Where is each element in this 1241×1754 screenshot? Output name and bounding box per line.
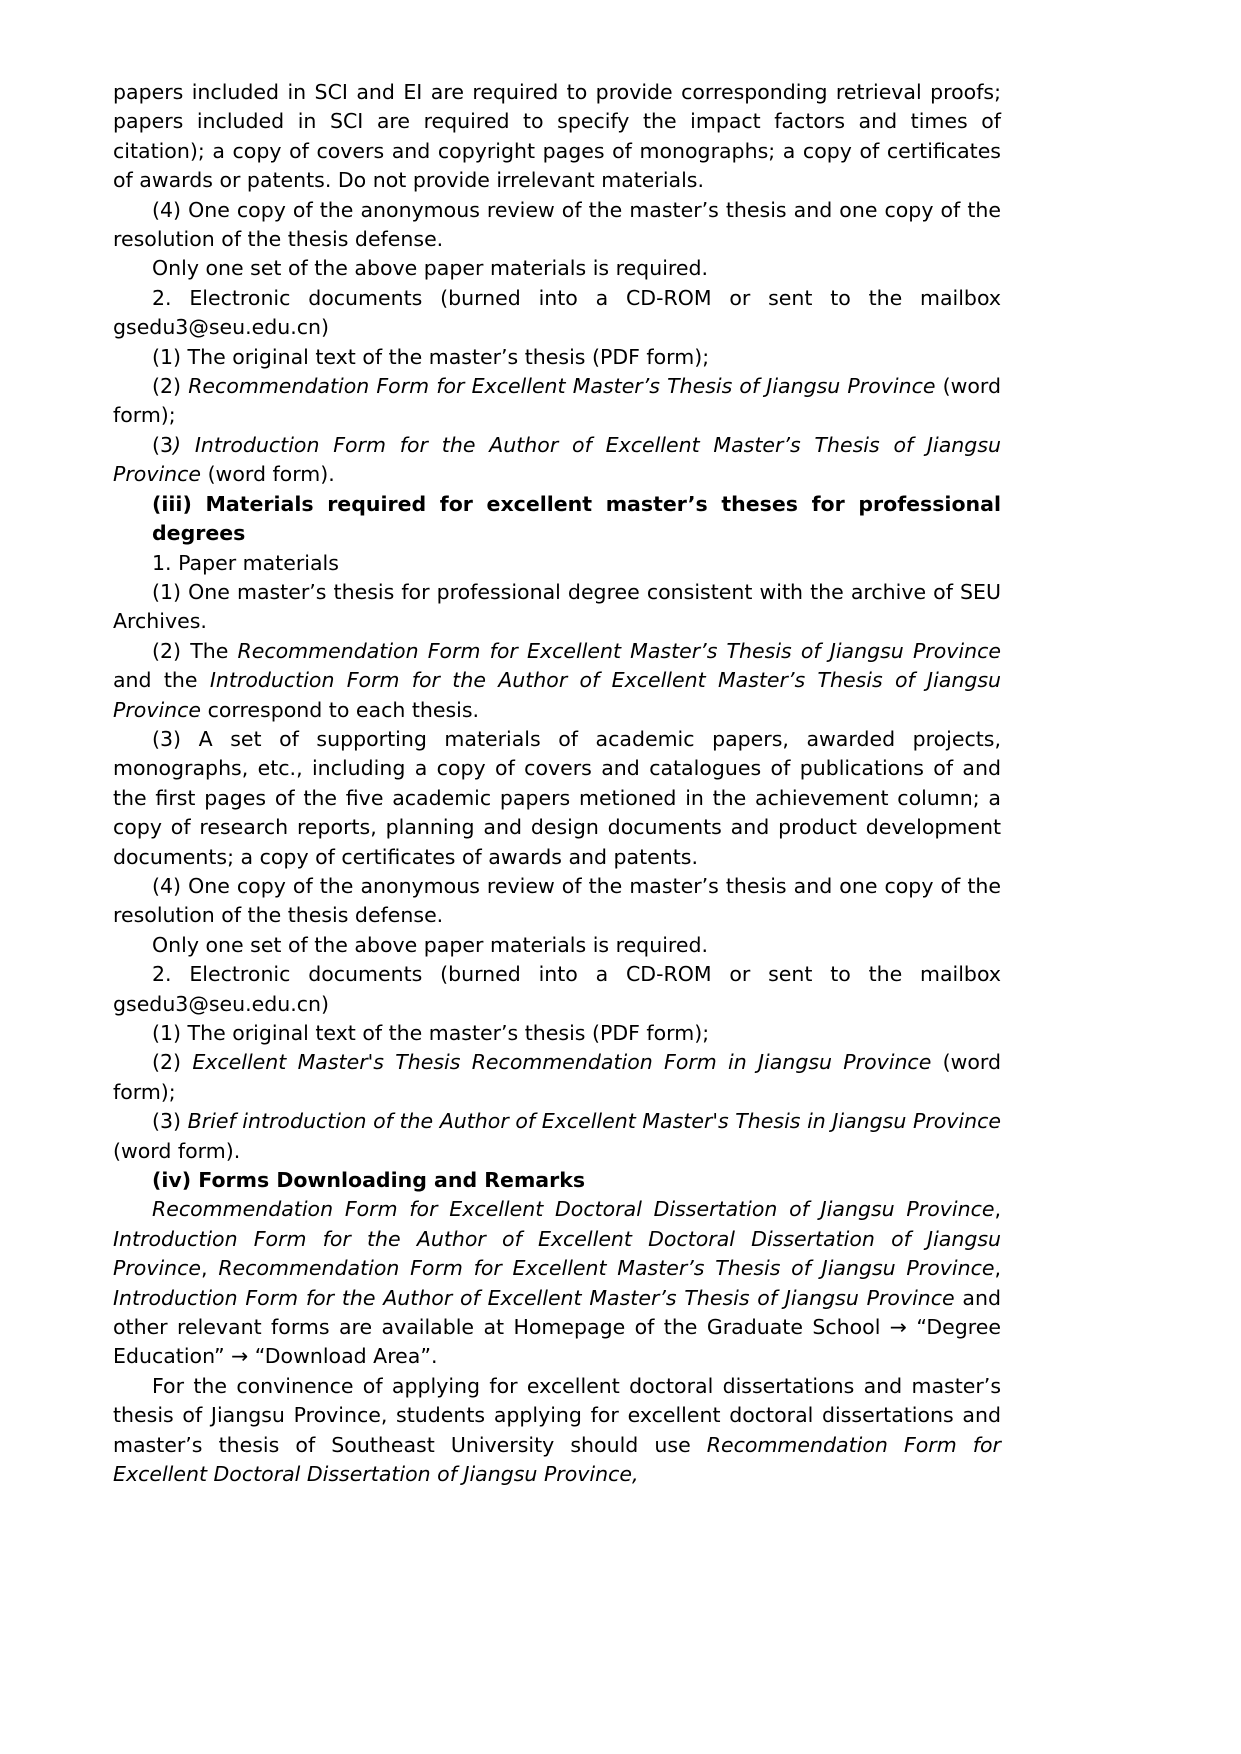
text-run: (4) One copy of the anonymous review of the master’s thesis and one copy of the resolution of the thesis defense. [113,873,1001,928]
text-run: (iii) Materials required for excellent master’s theses for professional degrees [152,491,1001,546]
text-run: 2. Electronic documents (burned into a CD-ROM or sent to the mailbox gsedu3@seu.edu.cn) [113,962,1001,1016]
para-anonymous-review-academic [113,196,1001,255]
text-run: (1) The original text of the master’s thesis (PDF form); [152,344,710,369]
text-run: Only one set of the above paper materials is required. [152,256,709,281]
text-run: Only one set of the above paper materials is required. [152,932,709,957]
text-run: (3) A set of supporting materials of academic papers, awarded projects, monographs, etc., including a copy of covers and catalogues of publications of and the first pages of the five academic papers metioned in the achievement column; a copy of research reports, planning and design documents and product development documents; a copy of certificates of awards and patents. [113,726,1001,869]
text-run: , [994,1197,1001,1222]
text-run: Introduction Form for the Author of Excellent Master’s Thesis of Jiangsu Province [113,1285,955,1310]
para-recommendation-form-academic [113,372,1001,431]
text-run: , [994,1256,1001,1281]
text-run: (2) [152,374,189,399]
text-run: Brief introduction of the Author of Excellent Master's Thesis in Jiangsu Province [187,1109,1001,1134]
para-retrieval-proofs [113,78,1001,196]
para-pdf-original-academic [113,343,1001,372]
para-one-set-professional [113,931,1001,960]
para-forms-correspond [113,637,1001,725]
text-run: Excellent Master's Thesis Recommendation Form in Jiangsu Province [192,1050,932,1075]
text-run: (word form). [201,462,335,487]
heading-iii [152,490,1001,549]
text-run: correspond to each thesis. [201,697,480,722]
text-run: Introduction Form for the Author of Excellent Doctoral Dissertation of Jiangsu Province [113,1226,1001,1281]
text-run: Recommendation Form for Excellent Master’s Thesis of Jiangsu Province [188,374,936,399]
text-run: Recommendation Form for Excellent Doctoral Dissertation of Jiangsu Province, [113,1432,1001,1487]
para-supporting-materials [113,725,1001,872]
para-pdf-original-professional [113,1019,1001,1048]
text-run: and other relevant forms are available at Homepage of the Graduate School → “Degree Education” → “Download Area”. [113,1285,1002,1369]
para-brief-introduction-professional [113,1107,1001,1166]
para-thesis-archive [113,578,1001,637]
text-run: (1) One master’s thesis for professional degree consistent with the archive of SEU Archives. [113,579,1001,634]
heading-iv [152,1166,1001,1195]
text-run: For the convinence of applying for excellent doctoral dissertations and master’s thesis of Jiangsu Province, students applying for excellent doctoral dissertations and master’s thesis of Southeast University should use [113,1373,1001,1457]
text-run: (1) The original text of the master’s thesis (PDF form); [152,1021,710,1045]
para-recommendation-form-professional [113,1048,1001,1107]
text-run: papers included in SCI and EI are required to provide corresponding retrieval proofs; papers included in SCI are required to specify the impact factors and times of citation); a copy of covers and copyright pages of monographs; a copy of certificates of awards or patents. Do not provide irrelevant materials. [113,80,1001,193]
text-run: (3 [152,432,174,457]
text-run: (word form); [113,374,1001,428]
text-run: Introduction Form for the Author of Excellent Master’s Thesis of Jiangsu Province [113,668,1001,722]
text-run: (word form); [113,1050,1001,1104]
para-one-set-academic [113,254,1001,283]
text-run: ) Introduction Form for the Author of Excellent Master’s Thesis of Jiangsu Province [113,432,1001,487]
para-electronic-docs-professional [113,960,1001,1019]
para-forms-available [113,1195,1001,1371]
text-run: Recommendation Form for Excellent Doctoral Dissertation of Jiangsu Province [152,1197,995,1222]
para-introduction-form-academic [113,431,1001,490]
text-run: 1. Paper materials [152,550,339,575]
para-convenience [113,1372,1001,1490]
para-electronic-docs-academic [113,284,1001,343]
text-run: Recommendation Form for Excellent Master’s Thesis of Jiangsu Province [218,1256,995,1281]
text-run: (4) One copy of the anonymous review of the master’s thesis and one copy of the resolution of the thesis defense. [113,197,1001,252]
text-run: (2) [152,1050,193,1075]
text-run: and the [113,668,210,693]
text-run: Recommendation Form for Excellent Master’s Thesis of Jiangsu Province [237,638,1002,663]
para-paper-materials [113,549,1001,578]
text-run: 2. Electronic documents (burned into a CD-ROM or sent to the mailbox gsedu3@seu.edu.cn) [113,285,1001,340]
text-run: (word form). [113,1138,241,1163]
text-run: (3) [152,1109,188,1134]
text-run: (iv) Forms Downloading and Remarks [152,1168,586,1193]
text-run: , [201,1256,219,1281]
text-run: (2) The [152,638,238,663]
para-anonymous-review-professional [113,872,1001,931]
document-body [113,78,1001,1490]
